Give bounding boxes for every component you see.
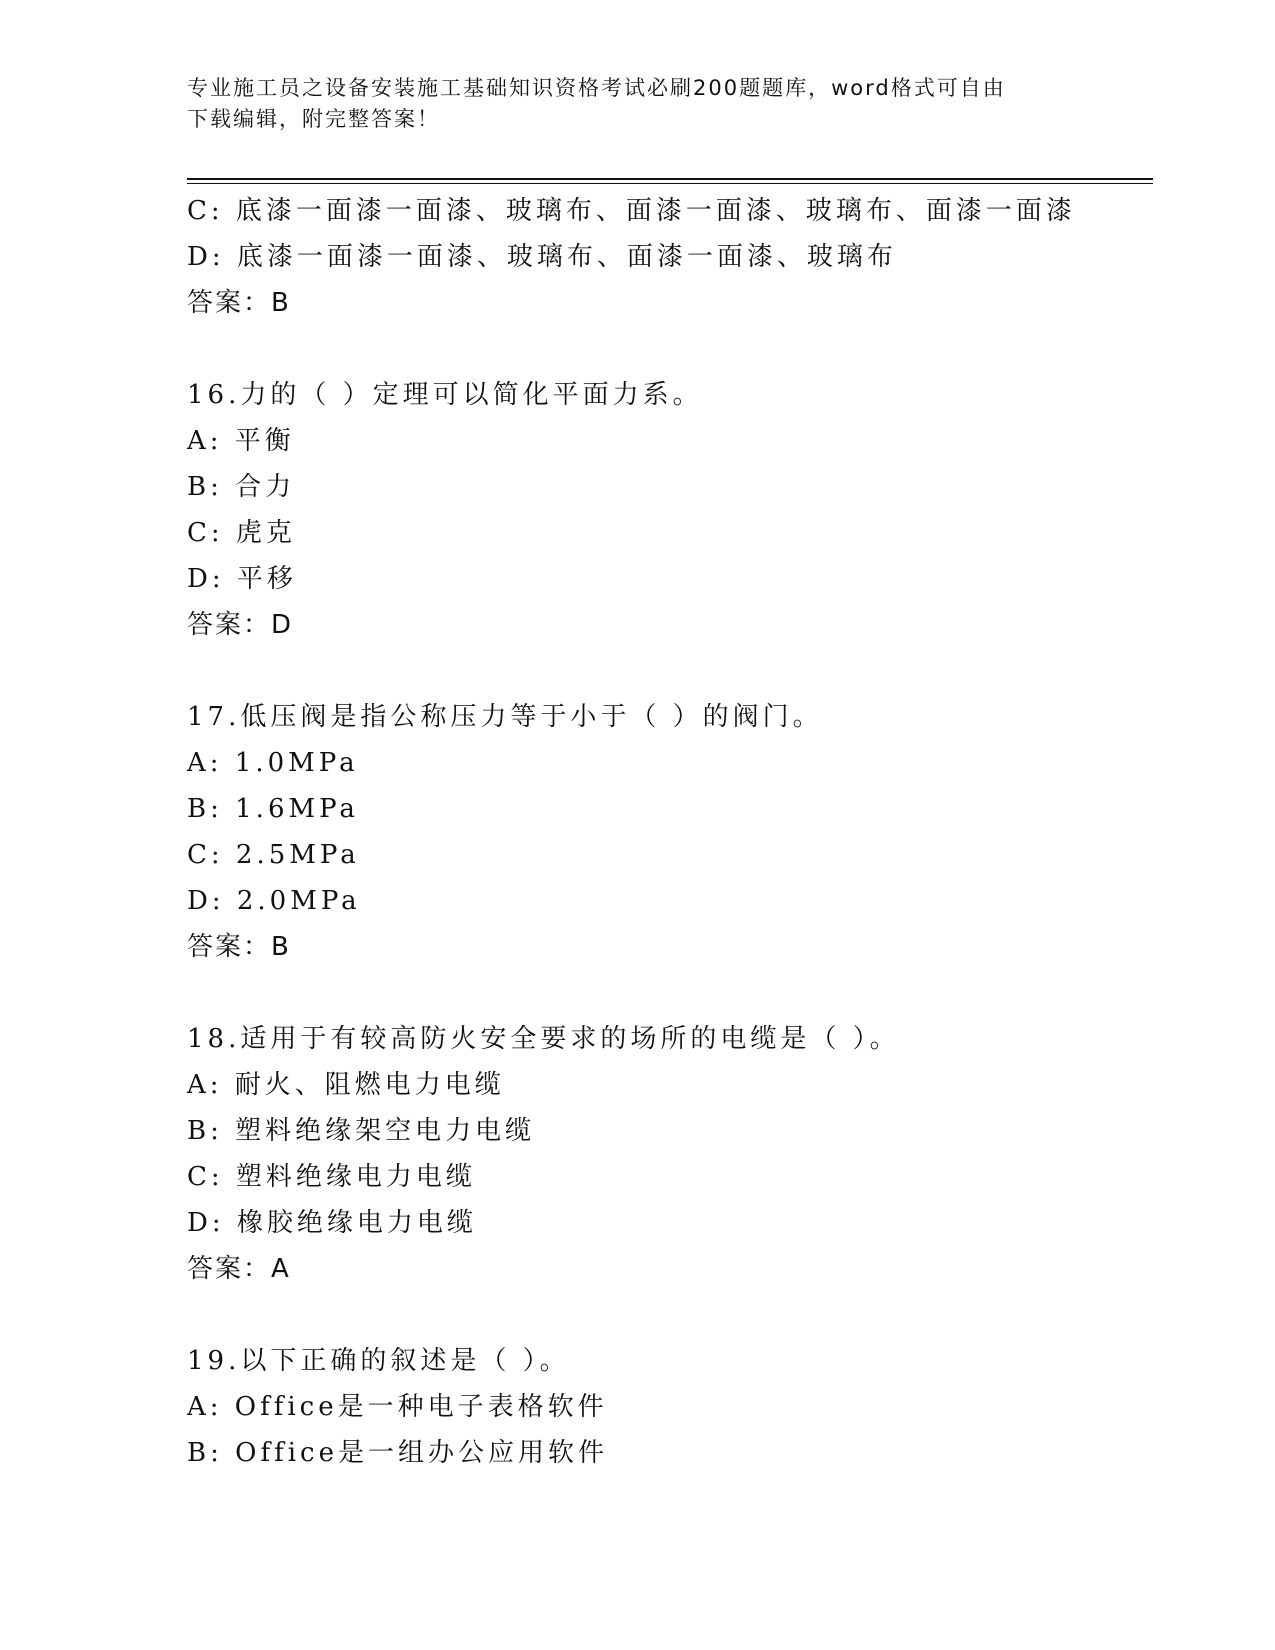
option-c: C: 虎克 [187, 518, 296, 548]
question-stem: 18.适用于有较高防火安全要求的场所的电缆是（ ）。 [187, 1024, 900, 1054]
answer-line: 答案：B [187, 932, 291, 962]
option-b: B: 塑料绝缘架空电力电缆 [187, 1116, 536, 1146]
option-b: B: Office是一组办公应用软件 [187, 1438, 608, 1468]
option-a: A: 1.0MPa [187, 748, 359, 778]
question-19 [187, 1338, 1153, 1476]
spacer [187, 970, 1153, 1016]
header-line-1: 专业施工员之设备安装施工基础知识资格考试必刷200题题库，word格式可自由 [187, 76, 1006, 100]
answer-line: 答案：B [187, 288, 291, 318]
question-stem: 19.以下正确的叙述是（ ）。 [187, 1346, 570, 1376]
option-c: C: 底漆一面漆一面漆、玻璃布、面漆一面漆、玻璃布、面漆一面漆 [187, 196, 1076, 226]
question-17 [187, 694, 1153, 970]
option-b: B: 1.6MPa [187, 794, 359, 824]
question-stem: 17.低压阀是指公称压力等于小于（ ）的阀门。 [187, 702, 823, 732]
spacer [187, 1292, 1153, 1338]
answer-line: 答案：D [187, 610, 294, 640]
option-a: A: 耐火、阻燃电力电缆 [187, 1070, 505, 1100]
header-line-2: 下载编辑，附完整答案！ [187, 107, 440, 131]
option-c: C: 2.5MPa [187, 840, 360, 870]
option-d: D: 底漆一面漆一面漆、玻璃布、面漆一面漆、玻璃布 [187, 242, 897, 272]
option-c: C: 塑料绝缘电力电缆 [187, 1162, 476, 1192]
question-15-tail [187, 188, 1153, 326]
header-divider-thin [187, 183, 1153, 184]
option-b: B: 合力 [187, 472, 296, 502]
option-d: D: 橡胶绝缘电力电缆 [187, 1208, 477, 1238]
option-d: D: 2.0MPa [187, 886, 361, 916]
spacer [187, 326, 1153, 372]
header-divider-thick [187, 178, 1153, 180]
option-d: D: 平移 [187, 564, 297, 594]
spacer [187, 648, 1153, 694]
option-a: A: 平衡 [187, 426, 295, 456]
question-16 [187, 372, 1153, 648]
answer-line: 答案：A [187, 1254, 291, 1284]
document-body [187, 188, 1153, 1476]
question-stem: 16.力的（ ）定理可以简化平面力系。 [187, 380, 703, 410]
document-header [187, 73, 1067, 135]
option-a: A: Office是一种电子表格软件 [187, 1392, 608, 1422]
question-18 [187, 1016, 1153, 1292]
